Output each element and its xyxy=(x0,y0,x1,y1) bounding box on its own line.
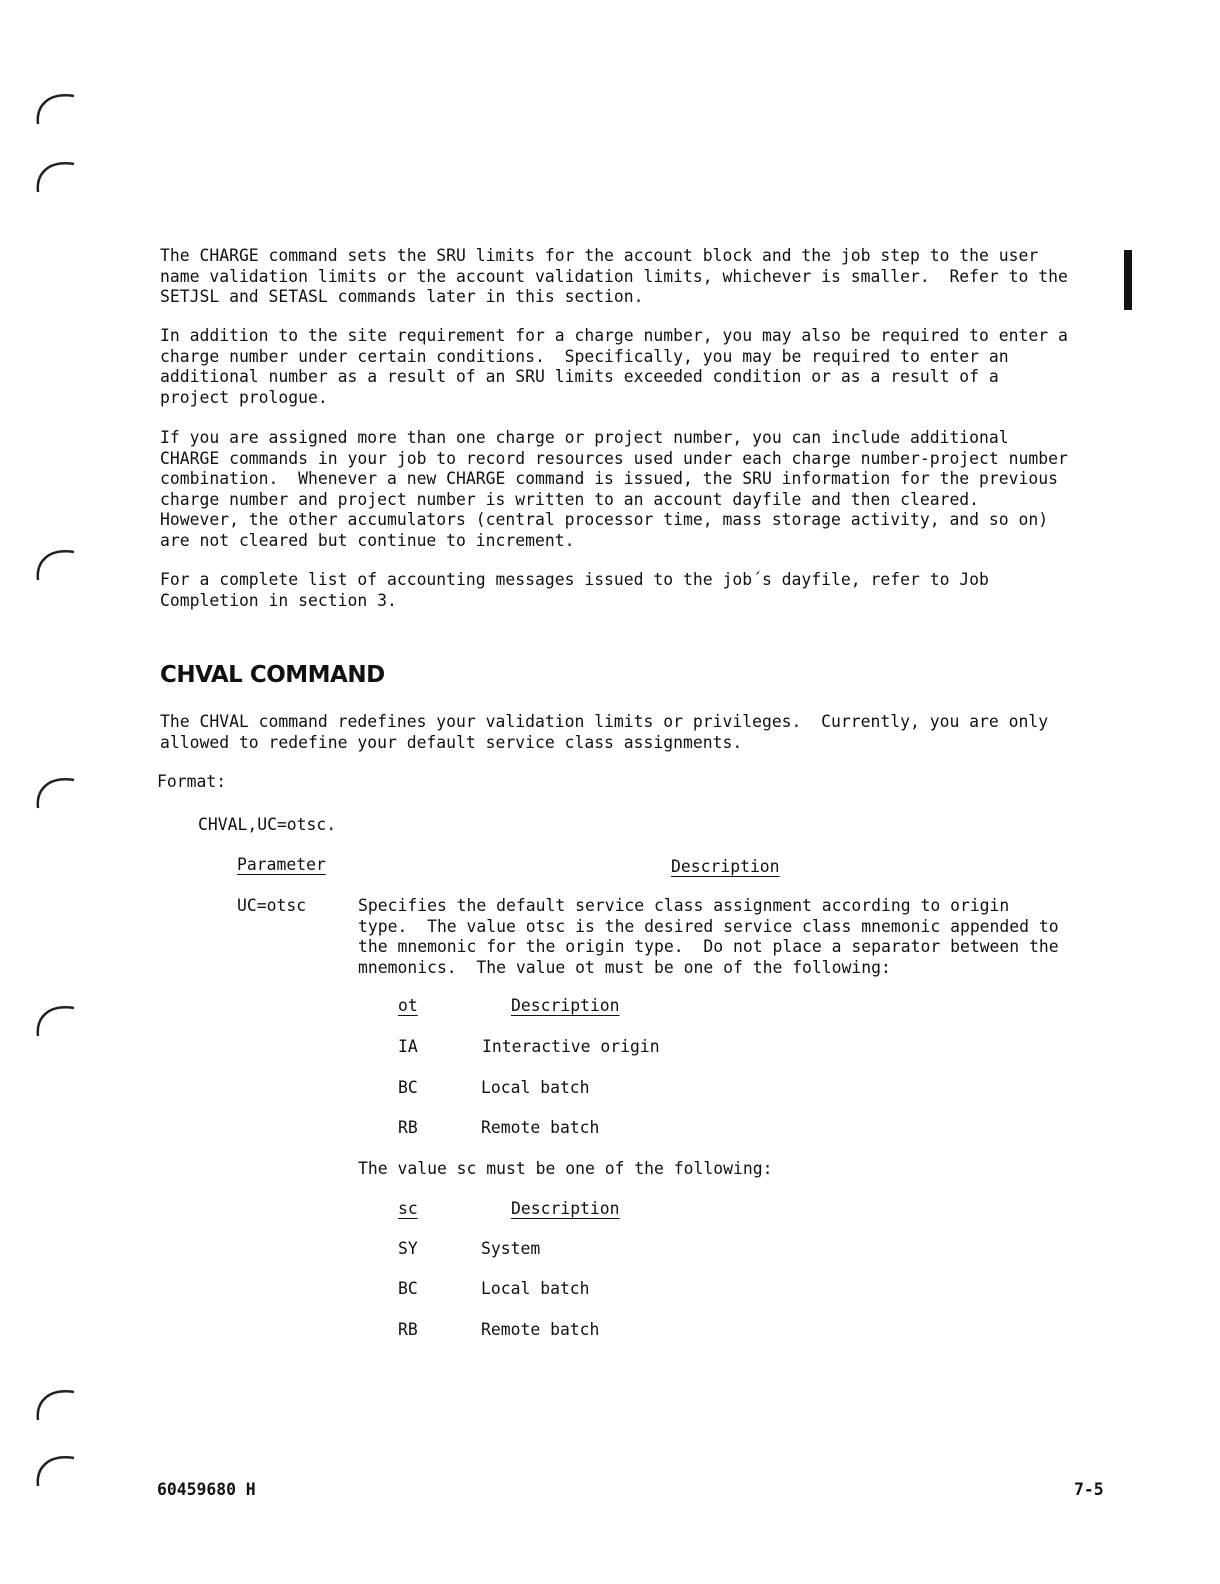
binder-hole-mark xyxy=(30,540,82,586)
sc-intro: The value sc must be one of the following: xyxy=(358,1159,773,1178)
sc-row-code: BC xyxy=(398,1279,418,1298)
ot-row-description: Remote batch xyxy=(481,1118,600,1137)
ot-header-description: Description xyxy=(511,996,620,1015)
param-description: Specifies the default service class assignment according to origin type. The value otsc is the desired service class mnemonic appended to the mnemonic for the origin type. Do not place a separator between the mnemonics. The value ot must be one of the following: xyxy=(358,896,1059,977)
ot-header-code: ot xyxy=(398,996,418,1015)
sc-row-description: System xyxy=(481,1239,541,1258)
paragraph-charge-number: In addition to the site requirement for a charge number, you may also be required to enter a charge number under certain conditions. Specifically, you may be required to enter an additional number as a result of an SRU limits exceeded condition or as a result of a project prologue. xyxy=(160,326,1068,407)
format-syntax: CHVAL,UC=otsc. xyxy=(198,815,337,834)
sc-row-code: RB xyxy=(398,1320,418,1339)
binder-hole-mark xyxy=(30,84,82,130)
binder-hole-mark xyxy=(30,1446,82,1492)
paragraph-chval-intro: The CHVAL command redefines your validation limits or privileges. Currently, you are only allowed to redefine your default service class assignments. xyxy=(160,712,1049,752)
binder-hole-mark xyxy=(30,152,82,198)
ot-row-code: RB xyxy=(398,1118,418,1137)
binder-hole-mark xyxy=(30,768,82,814)
paragraph-charge-limits: The CHARGE command sets the SRU limits for the account block and the job step to the user name validation limits or the account validation limits, whichever is smaller. Refer to the SETJSL and SETASL commands later in this section. xyxy=(160,246,1068,306)
footer-page-number: 7-5 xyxy=(1074,1480,1104,1499)
format-label: Format: xyxy=(157,772,227,791)
ot-row-code: BC xyxy=(398,1078,418,1097)
param-header-description: Description xyxy=(671,857,780,876)
section-heading: CHVAL COMMAND xyxy=(160,662,385,688)
paragraph-accounting-messages: For a complete list of accounting messages issued to the job´s dayfile, refer to Job Completion in section 3. xyxy=(160,570,989,610)
ot-row-code: IA xyxy=(398,1037,418,1056)
binder-hole-mark xyxy=(30,996,82,1042)
sc-header-code: sc xyxy=(398,1199,418,1218)
param-name: UC=otsc xyxy=(237,896,307,915)
sc-header-description: Description xyxy=(511,1199,620,1218)
sc-row-description: Remote batch xyxy=(481,1320,600,1339)
paragraph-multiple-charges: If you are assigned more than one charge or project number, you can include additional CHARGE commands in your job to record resources used under each charge number-project number combination. Whenever a new CHARGE command is issued, the SRU information for the previous charge number and project number is written to an account dayfile and then cleared. However, the other accumulators (central processor time, mass storage activity, and so on) are not cleared but continue to increment. xyxy=(160,428,1068,550)
sc-row-description: Local batch xyxy=(481,1279,590,1298)
change-bar xyxy=(1124,250,1132,310)
binder-hole-mark xyxy=(30,1380,82,1426)
footer-doc-number: 60459680 H xyxy=(157,1480,256,1499)
ot-row-description: Local batch xyxy=(481,1078,590,1097)
ot-row-description: Interactive origin xyxy=(482,1037,660,1056)
sc-row-code: SY xyxy=(398,1239,418,1258)
param-header-parameter: Parameter xyxy=(237,855,326,874)
